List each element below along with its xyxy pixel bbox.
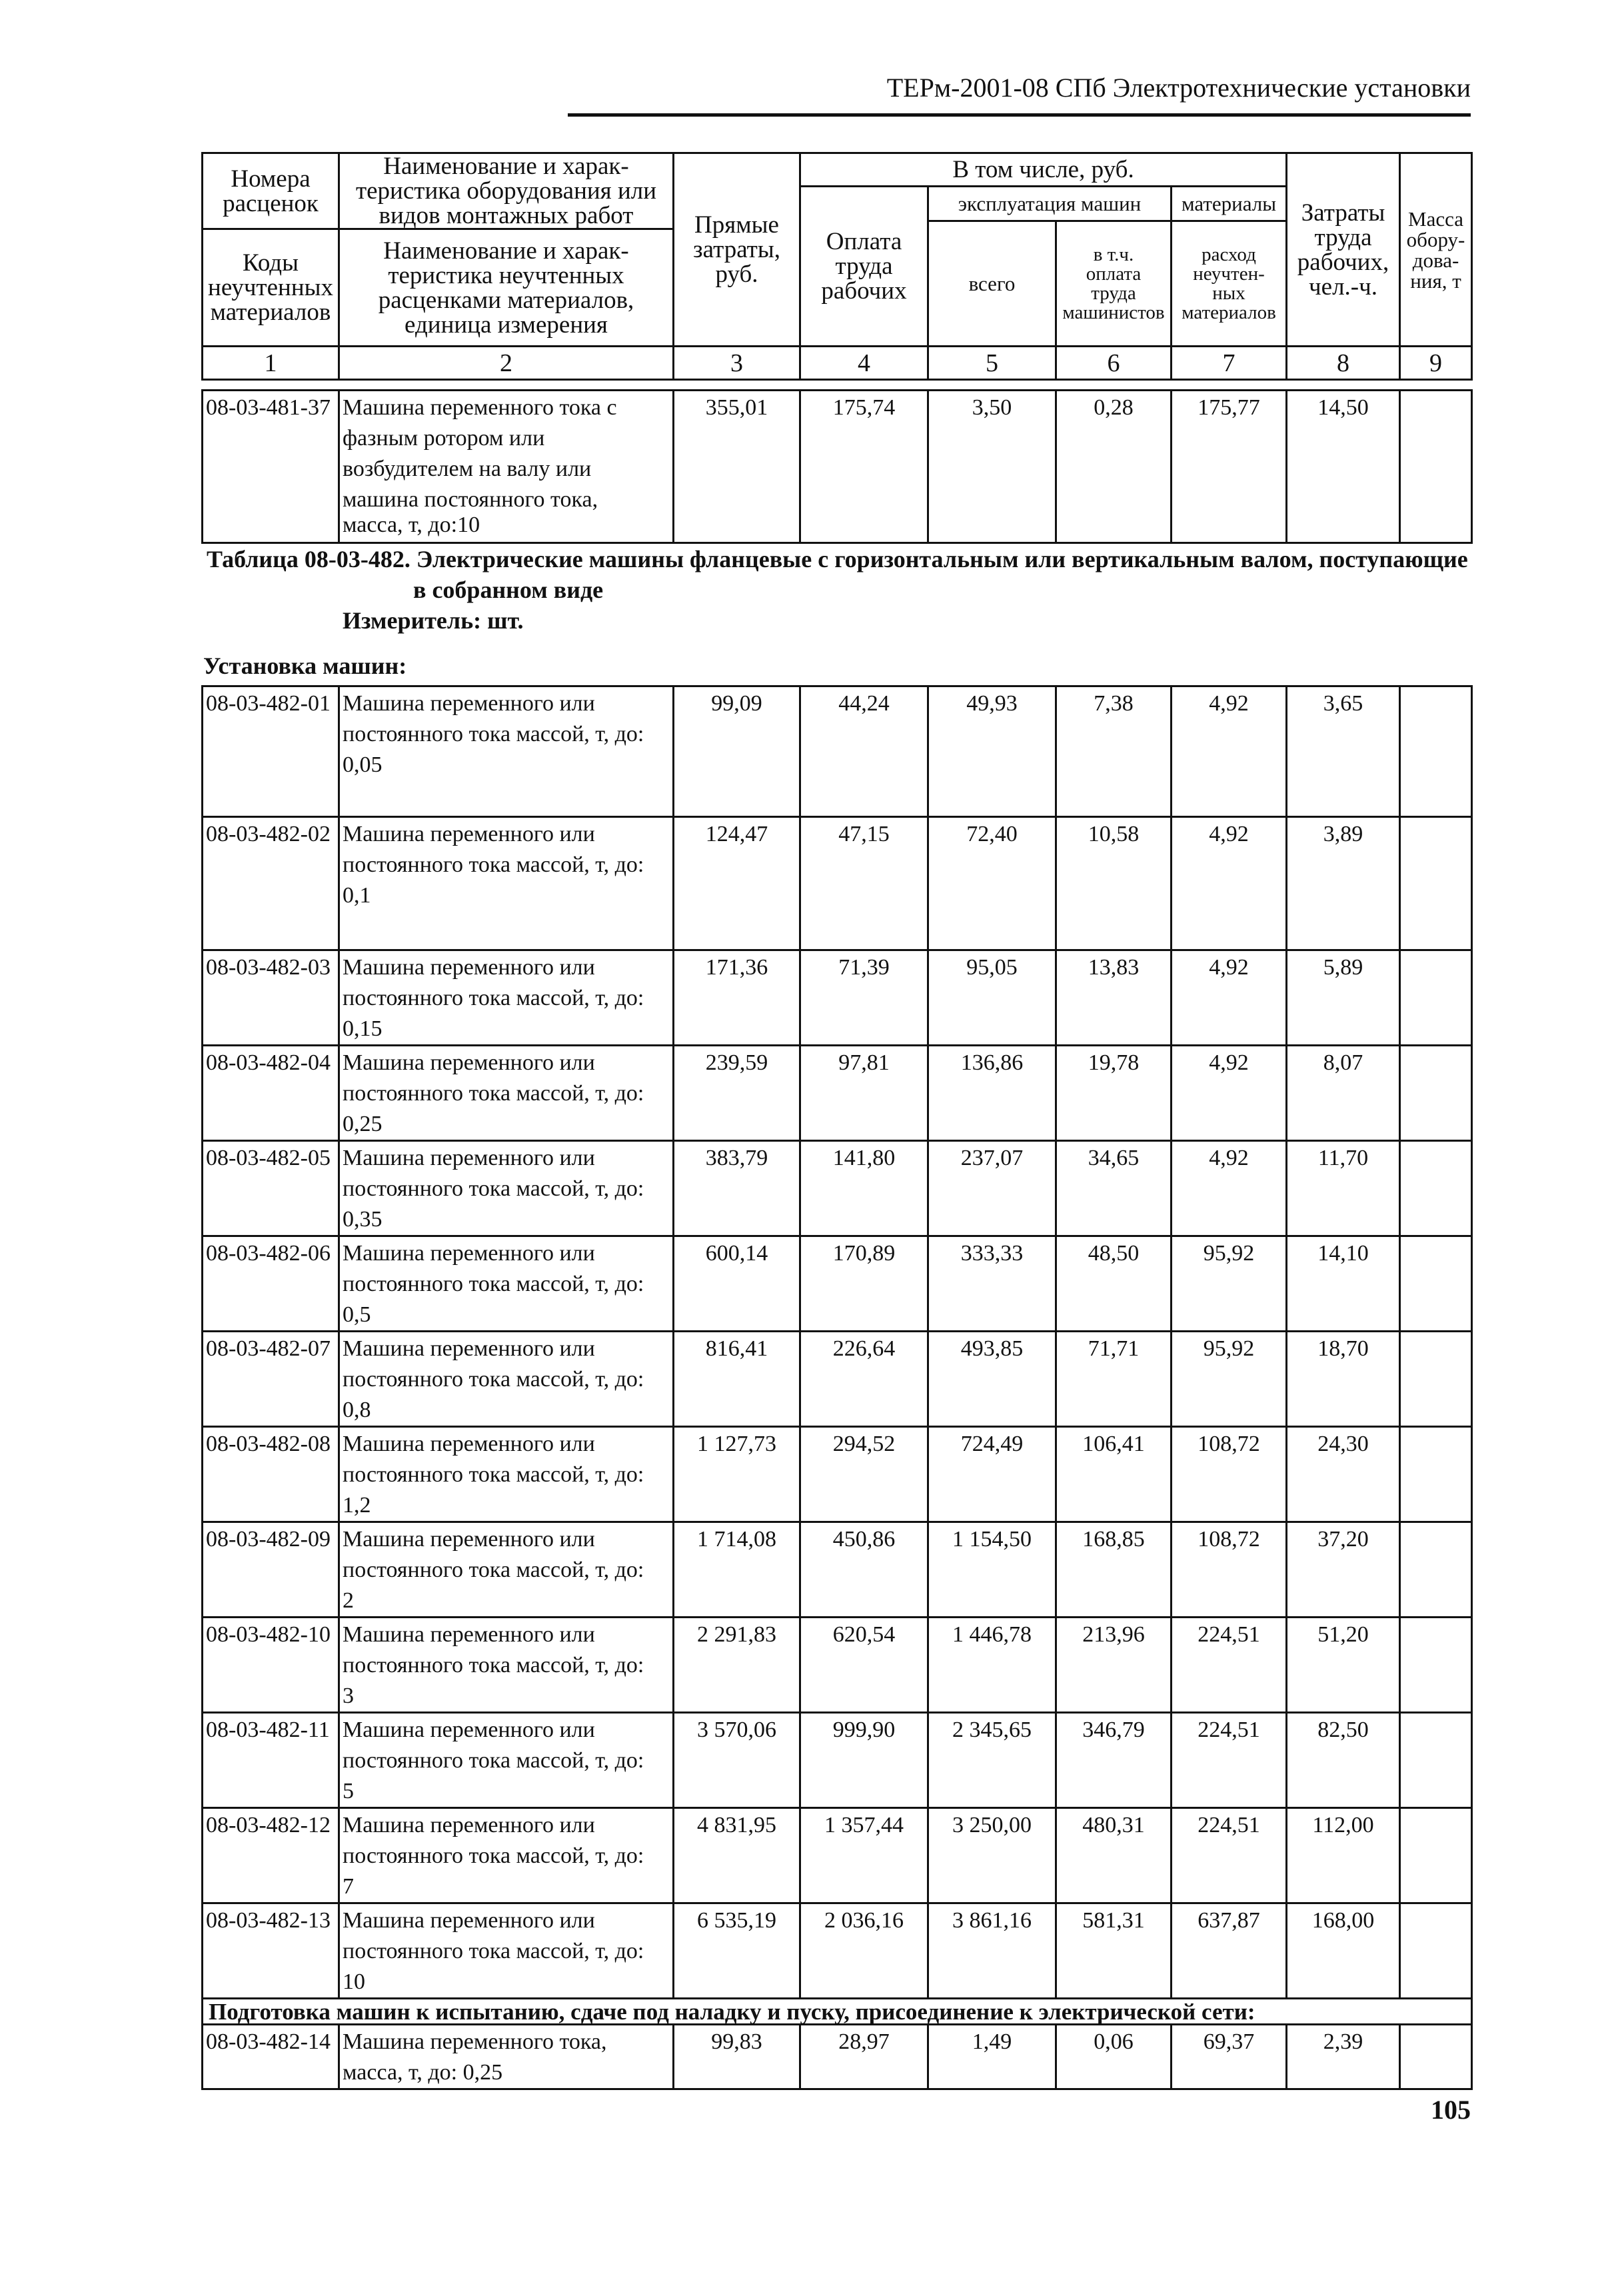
rate-description	[339, 1332, 674, 1427]
description-line: 10	[343, 1969, 365, 1994]
rate-description	[339, 950, 674, 1046]
rate-code: 08-03-482-13	[203, 1903, 339, 1999]
section-heading-test: Подготовка машин к испытанию, сдаче под наладку и пуску, присоединение к электрической сети:	[203, 1999, 1472, 2025]
col-number: 5	[928, 347, 1056, 380]
direct-costs: 99,09	[674, 686, 800, 817]
rate-description	[339, 1427, 674, 1522]
rate-code: 08-03-482-05	[203, 1141, 339, 1236]
labor-hours: 168,00	[1287, 1903, 1400, 1999]
machinist-wages: 13,83	[1056, 950, 1172, 1046]
materials-cost: 4,92	[1172, 1046, 1287, 1141]
labor-wages: 226,64	[800, 1332, 928, 1427]
description-line: 0,05	[343, 752, 383, 777]
table-row	[203, 1903, 1472, 1999]
machine-total: 136,86	[928, 1046, 1056, 1141]
table-row	[203, 1427, 1472, 1522]
machinist-wages: 581,31	[1056, 1903, 1172, 1999]
equipment-mass	[1400, 1141, 1472, 1236]
col7-header: расход неучтен- ных материалов	[1172, 221, 1287, 347]
labor-wages: 97,81	[800, 1046, 928, 1141]
equipment-mass	[1400, 1427, 1472, 1522]
materials-cost: 224,51	[1172, 1713, 1287, 1808]
rate-description	[339, 2025, 674, 2089]
materials-cost: 95,92	[1172, 1332, 1287, 1427]
col-number: 3	[674, 347, 800, 380]
labor-wages: 175,74	[800, 391, 928, 543]
table-row	[203, 1141, 1472, 1236]
labor-wages: 28,97	[800, 2025, 928, 2089]
description-line: Машина переменного или	[343, 1432, 595, 1456]
machinist-wages: 19,78	[1056, 1046, 1172, 1141]
header-rule	[568, 113, 1471, 117]
machinist-wages: 480,31	[1056, 1808, 1172, 1903]
direct-costs: 4 831,95	[674, 1808, 800, 1903]
table-row	[203, 1332, 1472, 1427]
machinist-wages: 106,41	[1056, 1427, 1172, 1522]
description-line: 0,15	[343, 1016, 383, 1041]
col6-header: в т.ч. оплата труда машинистов	[1056, 221, 1172, 347]
table-row	[203, 817, 1472, 950]
description-line: 0,5	[343, 1302, 371, 1327]
machinist-wages: 34,65	[1056, 1141, 1172, 1236]
machinist-wages: 7,38	[1056, 686, 1172, 817]
description-line: Машина переменного или	[343, 1336, 595, 1361]
description-line: Машина переменного тока,	[343, 2029, 607, 2054]
table-caption: Таблица 08-03-482. Электрические машины фланцевые с горизонтальным или вертикальным валом, поступающие	[207, 546, 1468, 572]
labor-hours: 2,39	[1287, 2025, 1400, 2089]
materials-cost: 175,77	[1172, 391, 1287, 543]
description-line: постоянного тока массой, т, до:	[343, 1367, 644, 1392]
col1-bottom-header: Коды неучтенных материалов	[203, 229, 339, 347]
direct-costs: 6 535,19	[674, 1903, 800, 1999]
table-caption-cont: в собранном виде	[413, 576, 604, 603]
description-line: постоянного тока массой, т, до:	[343, 1939, 644, 1963]
rate-code: 08-03-481-37	[203, 391, 339, 543]
table-row	[203, 1522, 1472, 1618]
materials-cost: 4,92	[1172, 1141, 1287, 1236]
machine-total: 3 861,16	[928, 1903, 1056, 1999]
labor-wages: 170,89	[800, 1236, 928, 1332]
materials-cost: 224,51	[1172, 1808, 1287, 1903]
description-line: Машина переменного или	[343, 955, 595, 980]
table-row	[203, 686, 1472, 817]
description-line: постоянного тока массой, т, до:	[343, 1653, 644, 1678]
equipment-mass	[1400, 1903, 1472, 1999]
description-line: масса, т, до: 0,25	[343, 2060, 503, 2085]
materials-cost: 224,51	[1172, 1618, 1287, 1713]
table-481-fragment	[201, 389, 1473, 544]
description-line: Машина переменного или	[343, 1527, 595, 1552]
col8-header: Затраты труда рабочих, чел.-ч.	[1287, 153, 1400, 347]
machine-total: 333,33	[928, 1236, 1056, 1332]
materials-cost: 4,92	[1172, 817, 1287, 950]
col-number: 6	[1056, 347, 1172, 380]
description-line: 0,35	[343, 1207, 383, 1232]
table-row	[203, 1618, 1472, 1713]
rate-code: 08-03-482-02	[203, 817, 339, 950]
labor-wages: 71,39	[800, 950, 928, 1046]
description-line: постоянного тока массой, т, до:	[343, 722, 644, 746]
equipment-mass	[1400, 817, 1472, 950]
table-row	[203, 2025, 1472, 2089]
machinist-wages: 213,96	[1056, 1618, 1172, 1713]
description-line: 7	[343, 1874, 354, 1899]
machinist-wages: 48,50	[1056, 1236, 1172, 1332]
description-line: постоянного тока массой, т, до:	[343, 1558, 644, 1582]
description-line: Машина переменного или	[343, 1813, 595, 1837]
materials-cost: 4,92	[1172, 950, 1287, 1046]
section-heading: Установка машин:	[203, 652, 407, 679]
table-row	[203, 1046, 1472, 1141]
section-row	[203, 1999, 1472, 2025]
rate-code: 08-03-482-06	[203, 1236, 339, 1332]
labor-hours: 8,07	[1287, 1046, 1400, 1141]
col4-header: Оплата труда рабочих	[800, 187, 928, 347]
rate-description	[339, 1713, 674, 1808]
machine-total: 72,40	[928, 817, 1056, 950]
direct-costs: 1 127,73	[674, 1427, 800, 1522]
description-line: 1,2	[343, 1493, 371, 1518]
col-number: 4	[800, 347, 928, 380]
direct-costs: 99,83	[674, 2025, 800, 2089]
col5-header: всего	[928, 221, 1056, 347]
equipment-mass	[1400, 950, 1472, 1046]
labor-wages: 47,15	[800, 817, 928, 950]
direct-costs: 239,59	[674, 1046, 800, 1141]
labor-hours: 37,20	[1287, 1522, 1400, 1618]
rate-code: 08-03-482-12	[203, 1808, 339, 1903]
exploitation-header: эксплуатация машин	[928, 187, 1172, 221]
labor-hours: 3,89	[1287, 817, 1400, 950]
rate-code: 08-03-482-11	[203, 1713, 339, 1808]
rate-code: 08-03-482-08	[203, 1427, 339, 1522]
machine-total: 49,93	[928, 686, 1056, 817]
machine-total: 493,85	[928, 1332, 1056, 1427]
materials-cost: 69,37	[1172, 2025, 1287, 2089]
machinist-wages: 168,85	[1056, 1522, 1172, 1618]
materials-header: материалы	[1172, 187, 1287, 221]
machine-total: 3 250,00	[928, 1808, 1056, 1903]
description-line: 0,1	[343, 883, 371, 908]
machine-total: 1 446,78	[928, 1618, 1056, 1713]
rate-description	[339, 817, 674, 950]
labor-hours: 11,70	[1287, 1141, 1400, 1236]
equipment-mass	[1400, 1522, 1472, 1618]
equipment-mass	[1400, 1713, 1472, 1808]
rate-description	[339, 1046, 674, 1141]
machinist-wages: 0,28	[1056, 391, 1172, 543]
materials-cost: 4,92	[1172, 686, 1287, 817]
table-row	[203, 1713, 1472, 1808]
description-line: 2	[343, 1588, 354, 1613]
rate-code: 08-03-482-14	[203, 2025, 339, 2089]
description-line: Машина переменного или	[343, 1241, 595, 1266]
rate-description	[339, 1141, 674, 1236]
labor-wages: 141,80	[800, 1141, 928, 1236]
materials-cost: 637,87	[1172, 1903, 1287, 1999]
rate-description	[339, 1903, 674, 1999]
table-row	[203, 1236, 1472, 1332]
materials-cost: 108,72	[1172, 1522, 1287, 1618]
materials-cost: 108,72	[1172, 1427, 1287, 1522]
rate-description	[339, 686, 674, 817]
machine-total: 3,50	[928, 391, 1056, 543]
table-482	[201, 685, 1473, 2090]
equipment-mass	[1400, 1332, 1472, 1427]
description-line: постоянного тока массой, т, до:	[343, 986, 644, 1010]
labor-wages: 620,54	[800, 1618, 928, 1713]
description-line: 0,8	[343, 1398, 371, 1422]
rate-description	[339, 1618, 674, 1713]
rate-description	[339, 1808, 674, 1903]
direct-costs: 124,47	[674, 817, 800, 950]
direct-costs: 1 714,08	[674, 1522, 800, 1618]
labor-wages: 2 036,16	[800, 1903, 928, 1999]
table-row	[203, 1808, 1472, 1903]
rate-description	[339, 1522, 674, 1618]
rate-description: Машина переменного тока с фазным ротором или возбудителем на валу или машина постоянного тока, масса, т, до:10	[339, 391, 674, 543]
labor-hours: 5,89	[1287, 950, 1400, 1046]
description-line: постоянного тока массой, т, до:	[343, 1176, 644, 1201]
labor-wages: 44,24	[800, 686, 928, 817]
page-header-title: ТЕРм-2001-08 СПб Электротехнические установки	[886, 73, 1471, 103]
labor-hours: 51,20	[1287, 1618, 1400, 1713]
description-line: 3	[343, 1684, 354, 1708]
description-line: постоянного тока массой, т, до:	[343, 1748, 644, 1773]
description-line: Машина переменного или	[343, 1146, 595, 1170]
col-number: 7	[1172, 347, 1287, 380]
rate-code: 08-03-482-01	[203, 686, 339, 817]
header-table	[201, 152, 1473, 381]
direct-costs: 383,79	[674, 1141, 800, 1236]
col-number: 1	[203, 347, 339, 380]
description-line: Машина переменного или	[343, 1908, 595, 1933]
rate-code: 08-03-482-09	[203, 1522, 339, 1618]
col-number: 2	[339, 347, 674, 380]
description-line: 5	[343, 1779, 354, 1803]
description-line: постоянного тока массой, т, до:	[343, 852, 644, 877]
col-number: 8	[1287, 347, 1400, 380]
col2-top-header: Наименование и харак- теристика оборудования или видов монтажных работ	[339, 153, 674, 229]
labor-hours: 82,50	[1287, 1713, 1400, 1808]
labor-hours: 14,50	[1287, 391, 1400, 543]
direct-costs: 171,36	[674, 950, 800, 1046]
description-line: Машина переменного или	[343, 1622, 595, 1647]
equipment-mass	[1400, 2025, 1472, 2089]
machinist-wages: 346,79	[1056, 1713, 1172, 1808]
direct-costs: 355,01	[674, 391, 800, 543]
rate-code: 08-03-482-03	[203, 950, 339, 1046]
labor-wages: 1 357,44	[800, 1808, 928, 1903]
labor-hours: 24,30	[1287, 1427, 1400, 1522]
table-row	[203, 950, 1472, 1046]
machinist-wages: 0,06	[1056, 2025, 1172, 2089]
labor-hours: 14,10	[1287, 1236, 1400, 1332]
machine-total: 724,49	[928, 1427, 1056, 1522]
description-line: постоянного тока массой, т, до:	[343, 1462, 644, 1487]
machinist-wages: 71,71	[1056, 1332, 1172, 1427]
description-line: Машина переменного или	[343, 1717, 595, 1742]
equipment-mass	[1400, 391, 1472, 543]
equipment-mass	[1400, 686, 1472, 817]
equipment-mass	[1400, 1618, 1472, 1713]
description-line: 0,25	[343, 1112, 383, 1136]
labor-wages: 999,90	[800, 1713, 928, 1808]
direct-costs: 600,14	[674, 1236, 800, 1332]
unit-label: Измеритель: шт.	[343, 607, 524, 634]
group-header: В том числе, руб.	[800, 153, 1287, 187]
description-line: Машина переменного или	[343, 691, 595, 716]
description-line: Машина переменного или	[343, 1050, 595, 1075]
description-line: постоянного тока массой, т, до:	[343, 1081, 644, 1106]
rate-code: 08-03-482-04	[203, 1046, 339, 1141]
machine-total: 237,07	[928, 1141, 1056, 1236]
labor-wages: 294,52	[800, 1427, 928, 1522]
machine-total: 95,05	[928, 950, 1056, 1046]
machinist-wages: 10,58	[1056, 817, 1172, 950]
materials-cost: 95,92	[1172, 1236, 1287, 1332]
labor-hours: 3,65	[1287, 686, 1400, 817]
direct-costs: 3 570,06	[674, 1713, 800, 1808]
description-line: Машина переменного или	[343, 822, 595, 846]
labor-wages: 450,86	[800, 1522, 928, 1618]
rate-description	[339, 1236, 674, 1332]
rate-code: 08-03-482-10	[203, 1618, 339, 1713]
col9-header: Масса обору- дова- ния, т	[1400, 153, 1472, 347]
direct-costs: 816,41	[674, 1332, 800, 1427]
description-line: постоянного тока массой, т, до:	[343, 1843, 644, 1868]
machine-total: 1,49	[928, 2025, 1056, 2089]
col-number: 9	[1400, 347, 1472, 380]
labor-hours: 112,00	[1287, 1808, 1400, 1903]
equipment-mass	[1400, 1046, 1472, 1141]
direct-costs: 2 291,83	[674, 1618, 800, 1713]
col3-header: Прямые затраты, руб.	[674, 153, 800, 347]
equipment-mass	[1400, 1808, 1472, 1903]
page-number: 105	[1431, 2095, 1471, 2125]
machine-total: 2 345,65	[928, 1713, 1056, 1808]
equipment-mass	[1400, 1236, 1472, 1332]
rate-code: 08-03-482-07	[203, 1332, 339, 1427]
labor-hours: 18,70	[1287, 1332, 1400, 1427]
description-line: постоянного тока массой, т, до:	[343, 1272, 644, 1296]
col2-bottom-header: Наименование и харак- теристика неучтенных расценками материалов, единица измерения	[339, 229, 674, 347]
machine-total: 1 154,50	[928, 1522, 1056, 1618]
col1-top-header: Номера расценок	[203, 153, 339, 229]
